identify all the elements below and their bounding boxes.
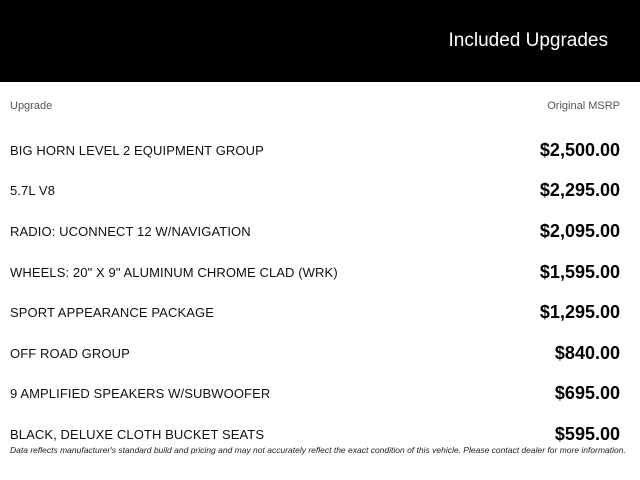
upgrade-price: $2,500.00 xyxy=(539,139,620,160)
upgrade-name: SPORT APPEARANCE PACKAGE xyxy=(10,305,214,321)
upgrade-name: BIG HORN LEVEL 2 EQUIPMENT GROUP xyxy=(10,142,264,158)
upgrade-name: RADIO: UCONNECT 12 W/NAVIGATION xyxy=(10,223,251,239)
upgrade-price: $2,095.00 xyxy=(539,220,620,241)
table-row xyxy=(10,130,620,171)
table-header xyxy=(10,82,620,130)
table-row xyxy=(10,333,620,374)
column-header-msrp: Original MSRP xyxy=(547,100,620,112)
upgrade-price: $840.00 xyxy=(554,342,620,363)
upgrade-price: $595.00 xyxy=(554,423,620,444)
upgrade-price: $1,295.00 xyxy=(539,302,620,323)
upgrade-name: WHEELS: 20" X 9" ALUMINUM CHROME CLAD (WRK) xyxy=(10,264,338,280)
upgrade-price: $695.00 xyxy=(554,383,620,404)
disclaimer-text: Data reflects manufacturer's standard build and pricing and may not accurately reflect the exact condition of this vehicle. Please contact dealer for more information. xyxy=(10,445,626,455)
table-row xyxy=(10,211,620,252)
table-row xyxy=(10,171,620,212)
upgrade-name: BLACK, DELUXE CLOTH BUCKET SEATS xyxy=(10,426,265,442)
column-header-upgrade: Upgrade xyxy=(10,100,53,112)
table-row xyxy=(10,252,620,293)
upgrade-price: $1,595.00 xyxy=(539,261,620,282)
upgrade-name: OFF ROAD GROUP xyxy=(10,345,130,361)
upgrade-name: 9 AMPLIFIED SPEAKERS W/SUBWOOFER xyxy=(10,386,271,402)
page-title: Included Upgrades xyxy=(448,30,608,51)
upgrade-price: $2,295.00 xyxy=(539,180,620,201)
table-row xyxy=(10,374,620,415)
upgrade-name: 5.7L V8 xyxy=(10,183,56,199)
table-row xyxy=(10,292,620,333)
upgrades-table xyxy=(0,82,640,480)
header-bar xyxy=(0,0,640,82)
